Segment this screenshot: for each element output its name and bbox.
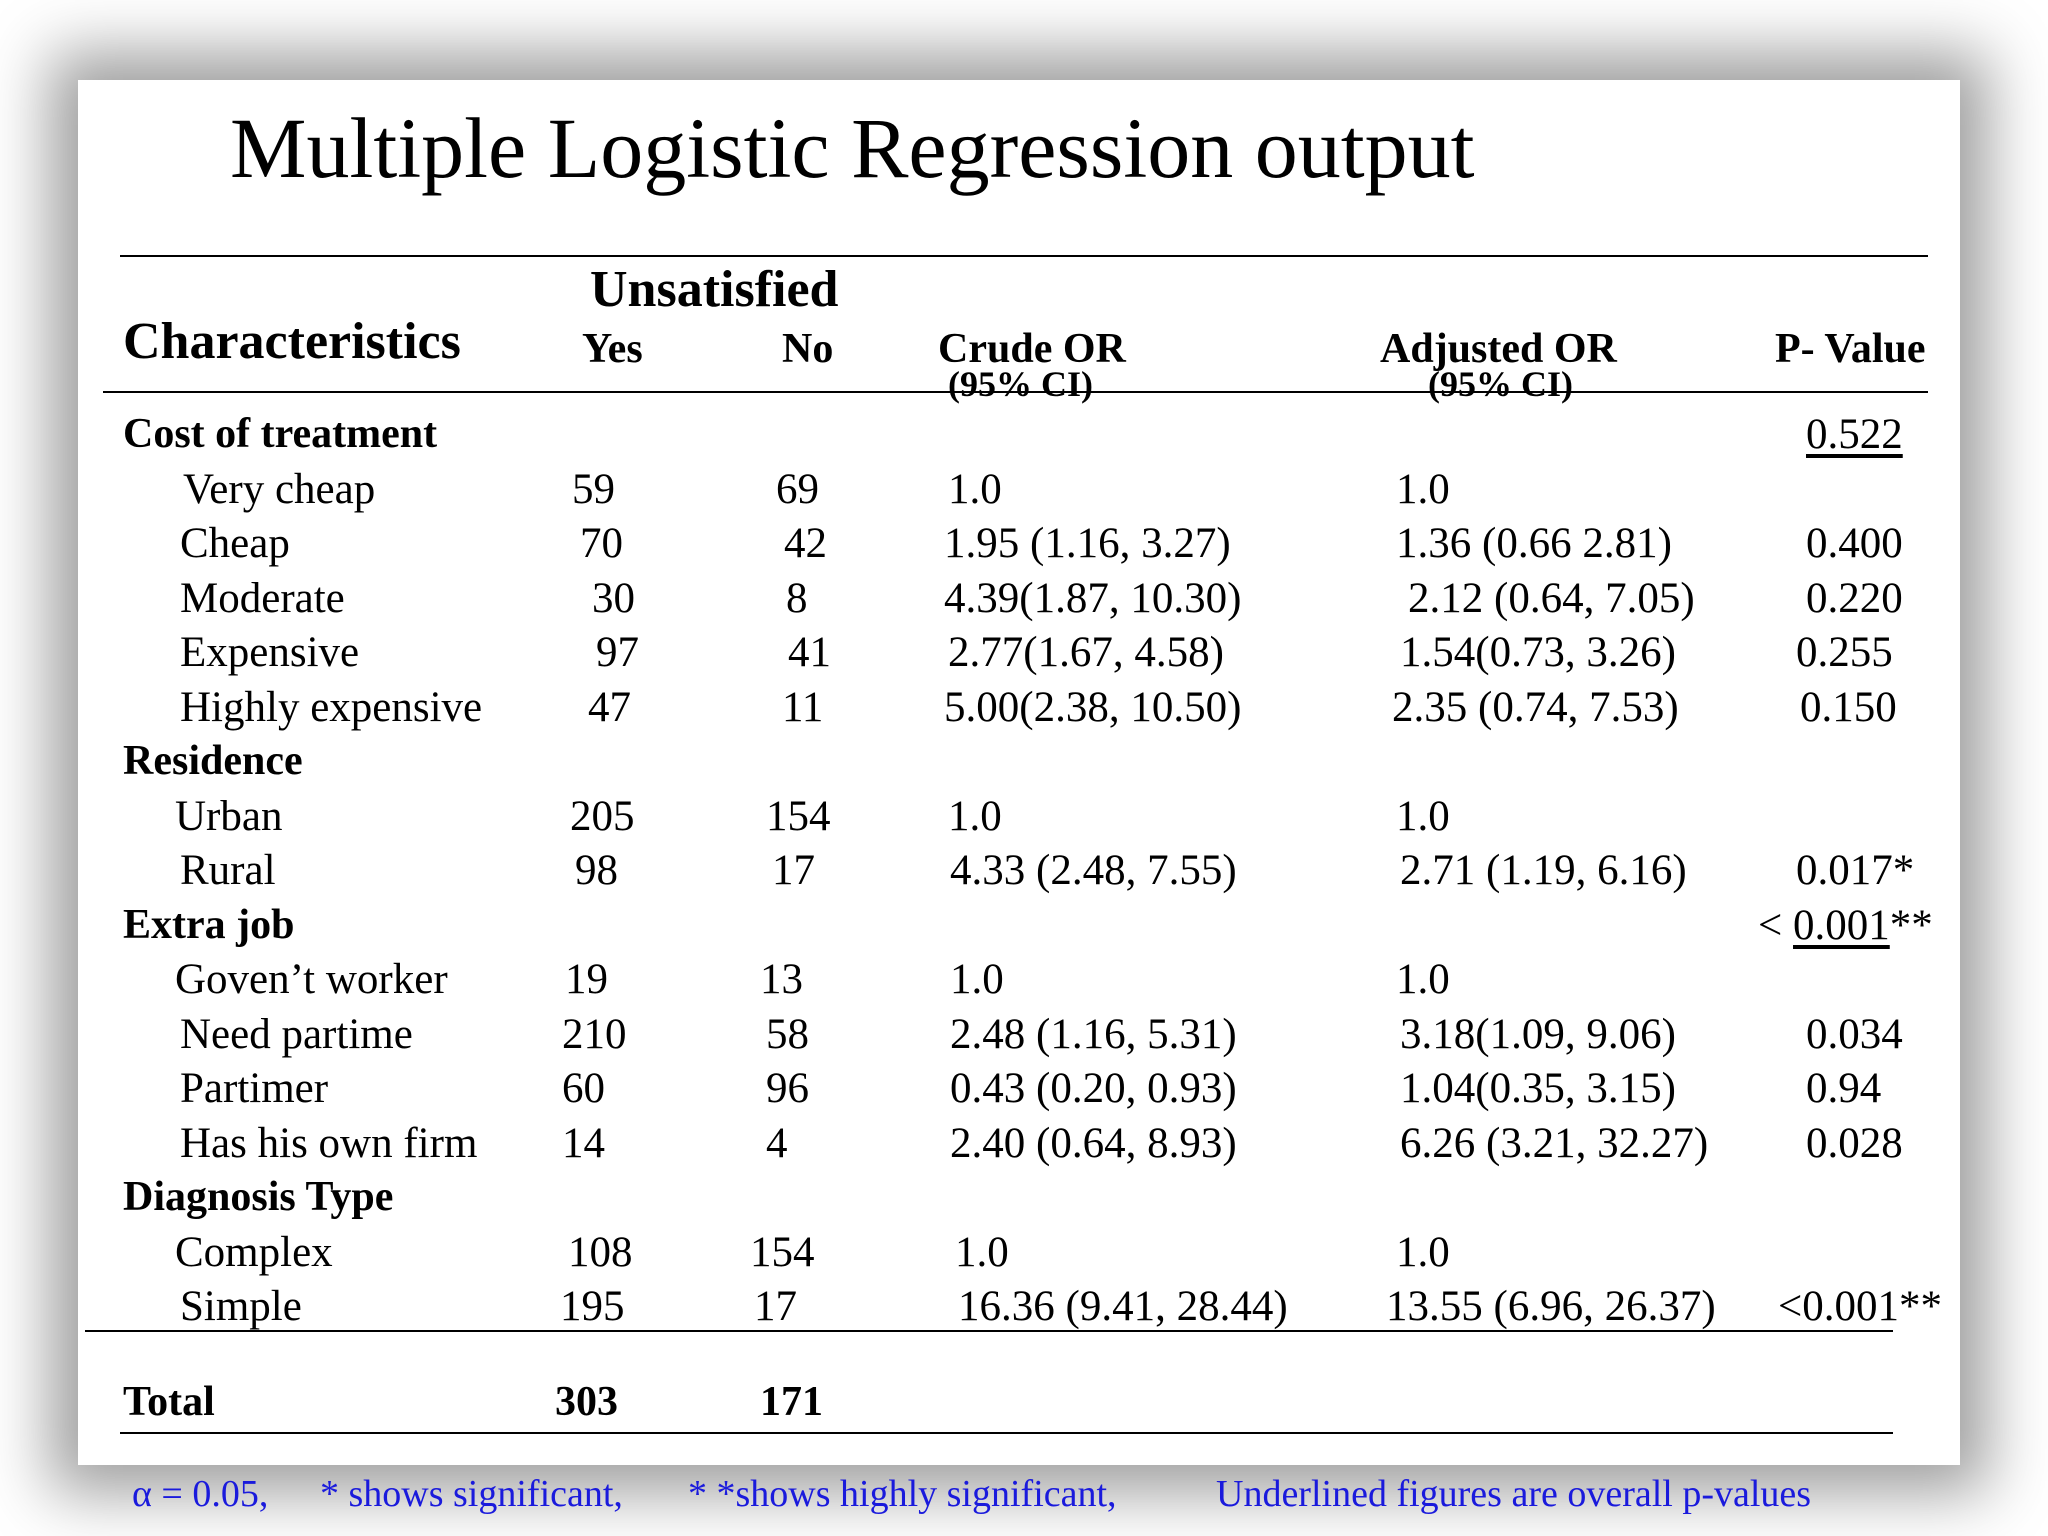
row-crude-or: 2.77(1.67, 4.58)	[948, 629, 1224, 676]
footer-alpha: α = 0.05,	[132, 1473, 269, 1515]
slide	[78, 80, 1960, 1465]
page-title: Multiple Logistic Regression output	[230, 100, 1475, 196]
row-no-count: 58	[766, 1010, 809, 1058]
row-p-value: 0.034	[1806, 1010, 1903, 1058]
row-p-value: 0.94	[1806, 1065, 1882, 1112]
row-yes-count: 97	[596, 629, 639, 676]
header-adjusted-ci: (95% CI)	[1428, 364, 1573, 404]
section-label: Cost of treatment	[123, 411, 438, 457]
row-no-count: 96	[766, 1065, 809, 1112]
total-rule	[120, 1432, 1893, 1434]
row-adjusted-or: 1.36 (0.66 2.81)	[1396, 520, 1672, 567]
header-unsatisfied: Unsatisfied	[590, 261, 839, 318]
overall-p-value: 0.522	[1806, 411, 1903, 458]
row-no-count: 69	[776, 465, 819, 513]
row-yes-count: 47	[588, 683, 631, 731]
row-no-count: 154	[766, 792, 831, 840]
row-crude-or: 0.43 (0.20, 0.93)	[950, 1065, 1237, 1112]
bottom-table-rule	[85, 1330, 1893, 1332]
row-adjusted-or: 2.12 (0.64, 7.05)	[1408, 574, 1695, 622]
header-yes: Yes	[582, 326, 643, 372]
row-adjusted-or: 1.0	[1396, 792, 1450, 840]
row-no-count: 13	[760, 956, 803, 1003]
row-yes-count: 205	[570, 792, 635, 840]
row-yes-count: 195	[560, 1283, 625, 1330]
row-yes-count: 108	[568, 1228, 633, 1276]
row-crude-or: 16.36 (9.41, 28.44)	[958, 1283, 1288, 1330]
total-yes: 303	[555, 1379, 618, 1425]
row-no-count: 8	[786, 574, 808, 622]
header-crude-or: Crude OR	[938, 326, 1126, 372]
row-crude-or: 2.40 (0.64, 8.93)	[950, 1119, 1237, 1167]
row-yes-count: 210	[562, 1010, 627, 1058]
row-label: Simple	[180, 1283, 302, 1330]
header-p-value: P- Value	[1775, 326, 1926, 372]
row-adjusted-or: 2.71 (1.19, 6.16)	[1400, 847, 1687, 894]
row-label: Moderate	[180, 574, 345, 622]
header-crude-ci: (95% CI)	[948, 364, 1093, 404]
row-label: Expensive	[180, 629, 360, 676]
overall-p-value: 0.001	[1793, 901, 1890, 949]
row-label: Goven’t worker	[175, 956, 448, 1003]
total-label: Total	[123, 1379, 215, 1425]
row-adjusted-or: 2.35 (0.74, 7.53)	[1392, 683, 1679, 731]
row-crude-or: 4.39(1.87, 10.30)	[944, 574, 1242, 622]
row-yes-count: 19	[565, 956, 608, 1003]
section-overall-p-value	[1758, 901, 1933, 950]
row-label: Need partime	[180, 1010, 413, 1058]
row-no-count: 41	[788, 629, 831, 676]
row-no-count: 154	[750, 1228, 815, 1276]
row-label: Highly expensive	[180, 683, 483, 731]
top-rule	[120, 255, 1928, 257]
row-no-count: 17	[754, 1283, 797, 1330]
header-rule	[103, 391, 1928, 393]
footer-significant: * shows significant,	[320, 1473, 623, 1515]
overall-p-prefix: <	[1758, 901, 1794, 949]
row-adjusted-or: 1.04(0.35, 3.15)	[1400, 1065, 1676, 1112]
row-label: Rural	[180, 847, 276, 894]
row-label: Partimer	[180, 1065, 329, 1112]
row-p-value: 0.150	[1800, 683, 1897, 731]
row-no-count: 11	[782, 683, 824, 731]
row-yes-count: 60	[562, 1065, 605, 1112]
row-label: Complex	[175, 1228, 333, 1276]
section-label: Residence	[123, 738, 303, 784]
row-adjusted-or: 13.55 (6.96, 26.37)	[1386, 1283, 1716, 1330]
row-label: Cheap	[180, 520, 290, 567]
row-adjusted-or: 3.18(1.09, 9.06)	[1400, 1010, 1676, 1058]
row-p-value: 0.400	[1806, 520, 1903, 567]
section-label: Extra job	[123, 901, 295, 948]
row-yes-count: 59	[572, 465, 615, 513]
footer-underlined-note: Underlined figures are overall p-values	[1216, 1473, 1812, 1515]
row-crude-or: 5.00(2.38, 10.50)	[944, 683, 1242, 731]
row-crude-or: 1.0	[955, 1228, 1009, 1276]
footer-highly-significant: * *shows highly significant,	[688, 1473, 1117, 1515]
header-characteristics: Characteristics	[123, 313, 461, 370]
row-adjusted-or: 1.54(0.73, 3.26)	[1400, 629, 1676, 676]
header-no: No	[782, 326, 834, 372]
row-crude-or: 4.33 (2.48, 7.55)	[950, 847, 1237, 894]
row-label: Urban	[175, 792, 283, 840]
header-adjusted-or: Adjusted OR	[1380, 326, 1617, 372]
row-yes-count: 30	[592, 574, 635, 622]
row-no-count: 4	[766, 1119, 788, 1167]
row-no-count: 42	[784, 520, 827, 567]
row-no-count: 17	[772, 847, 815, 894]
row-adjusted-or: 1.0	[1396, 1228, 1450, 1276]
overall-p-suffix: **	[1889, 901, 1933, 949]
total-no: 171	[760, 1379, 823, 1425]
row-adjusted-or: 1.0	[1396, 465, 1450, 513]
row-crude-or: 1.0	[948, 792, 1002, 840]
row-p-value: <0.001**	[1778, 1283, 1943, 1330]
row-crude-or: 1.95 (1.16, 3.27)	[944, 520, 1231, 567]
row-yes-count: 98	[575, 847, 618, 894]
row-yes-count: 70	[580, 520, 623, 567]
row-label: Very cheap	[183, 465, 376, 513]
row-crude-or: 2.48 (1.16, 5.31)	[950, 1010, 1237, 1058]
row-crude-or: 1.0	[948, 465, 1002, 513]
section-overall-p-value	[1806, 410, 1903, 459]
row-p-value: 0.028	[1806, 1119, 1903, 1167]
row-crude-or: 1.0	[950, 956, 1004, 1003]
row-p-value: 0.220	[1806, 574, 1903, 622]
row-yes-count: 14	[562, 1119, 605, 1167]
row-p-value: 0.017*	[1796, 847, 1915, 894]
row-p-value: 0.255	[1796, 629, 1893, 676]
row-label: Has his own firm	[180, 1119, 478, 1167]
row-adjusted-or: 1.0	[1396, 956, 1450, 1003]
row-adjusted-or: 6.26 (3.21, 32.27)	[1400, 1119, 1709, 1167]
section-label: Diagnosis Type	[123, 1174, 394, 1220]
